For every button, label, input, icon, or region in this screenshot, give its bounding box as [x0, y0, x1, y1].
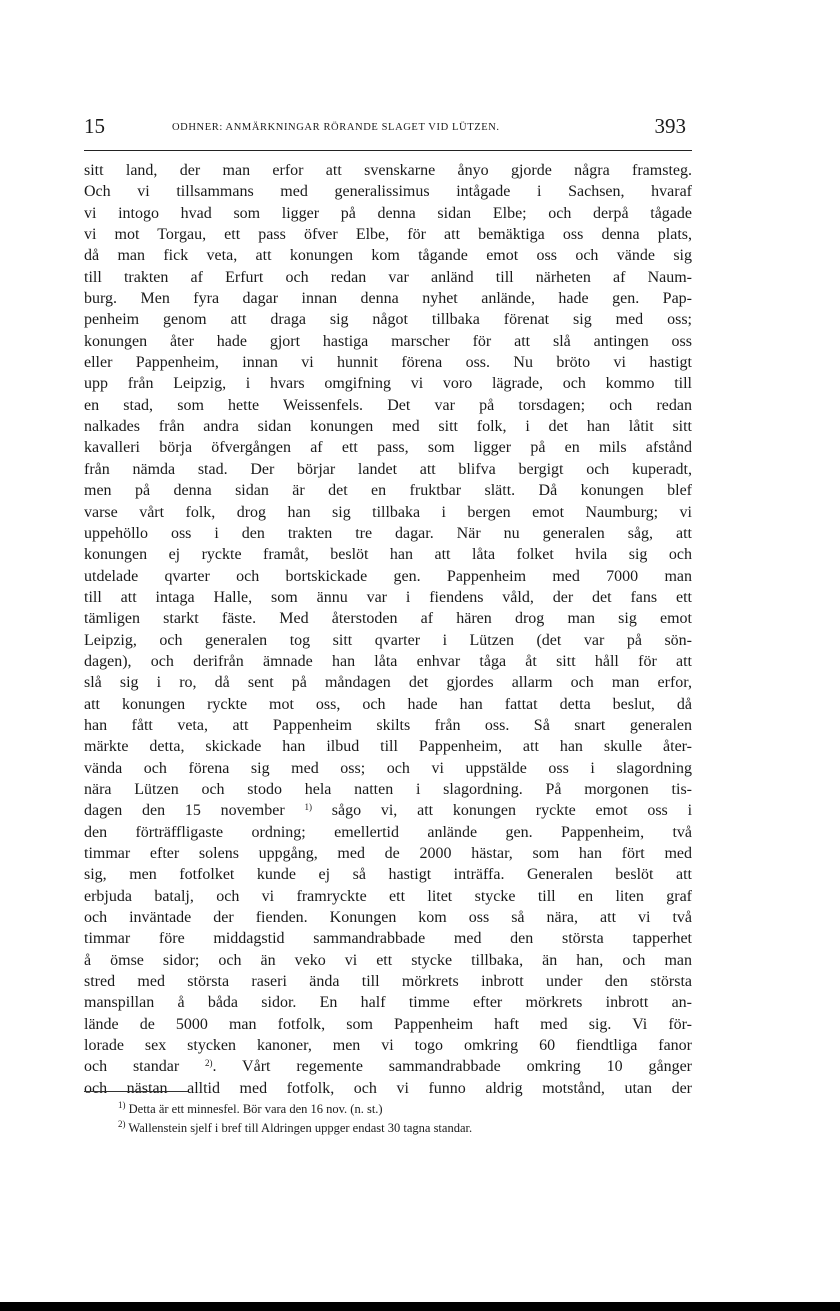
text-line: Och vi tillsammans med generalissimus intågade i Sachsen, hvaraf [84, 183, 692, 201]
line-text: och standar [84, 1058, 180, 1076]
text-line-with-footnote-ref [84, 800, 692, 821]
footnote-rule [84, 1091, 188, 1092]
text-line: sitt land, der man erfor att svenskarne ånyo gjorde några framsteg. [84, 162, 692, 179]
text-line: burg. Men fyra dagar innan denna nyhet anlände, hade gen. Pap- [84, 290, 692, 308]
text-line: vi intogo hvad som ligger på denna sidan Elbe; och derpå tågade [84, 204, 692, 222]
text-line-with-footnote-ref [84, 1056, 692, 1077]
page-header [84, 114, 686, 144]
footnote-ref-1[interactable]: 1) [304, 802, 312, 813]
text-line: märkte detta, skickade han ilbud till Pappenheim, att han skulle åter- [84, 738, 692, 756]
footnote-2 [118, 1119, 678, 1138]
text-line: kavalleri börja öfvergången af ett pass, som ligger på en mils afstånd [84, 439, 692, 457]
footnote-mark: 2) [118, 1119, 126, 1129]
text-line: sig, men fotfolket kunde ej så hastigt inträffa. Generalen beslöt att [84, 866, 692, 884]
text-line: konungen ej ryckte framåt, beslöt han att låta folket hvila sig och [84, 546, 692, 564]
line-text: sågo vi, att konungen ryckte emot oss i [311, 802, 693, 820]
text-line: uppehöllo oss i den trakten tre dagar. När nu generalen såg, att [84, 524, 692, 542]
text-line: vi mot Torgau, ett pass öfver Elbe, för att bemäktiga oss denna plats, [84, 226, 692, 244]
text-line: konungen åter hade gjort hastiga marscher för att slå antingen oss [84, 332, 692, 350]
text-line: varse vårt folk, drog han sig tillbaka i bergen emot Naumburg; vi [84, 503, 692, 521]
text-line: och nästan alltid med fotfolk, och vi funno aldrig motstånd, utan der [84, 1079, 692, 1097]
text-line: från nämda stad. Der börjar landet att blifva bergigt och kuperadt, [84, 460, 692, 478]
text-line: stred med största raseri ända till mörkrets inbrott under den största [84, 973, 692, 991]
text-line: penheim genom att draga sig något tillbaka förenat sig med oss; [84, 311, 692, 329]
line-text: dagen den 15 november [84, 802, 285, 820]
footnote-ref-2[interactable]: 2) [205, 1058, 213, 1069]
text-line: den förträffligaste ordning; emellertid anlände gen. Pappenheim, två [84, 823, 692, 841]
text-line: eller Pappenheim, innan vi hunnit förena oss. Nu bröto vi hastigt [84, 354, 692, 372]
footnote-1 [118, 1100, 678, 1119]
text-line: upp från Leipzig, i hvars omgifning vi voro lägrade, och kommo till [84, 375, 692, 393]
text-line: slå sig i ro, då sent på måndagen det gjordes allarm och man erfor, [84, 674, 692, 692]
page-number: 393 [654, 114, 686, 138]
text-line: erbjuda batalj, och vi framryckte ett litet stycke till en liten graf [84, 887, 692, 905]
text-line: Leipzig, och generalen tog sitt qvarter i Lützen (det var på sön- [84, 631, 692, 649]
text-line: att konungen ryckte mot oss, och hade han fattat detta beslut, då [84, 695, 692, 713]
text-line: till att intaga Halle, som ännu var i fiendens våld, der det fans ett [84, 588, 692, 606]
text-line: en stad, som hette Weissenfels. Det var på torsdagen; och redan [84, 396, 692, 414]
text-line: timmar efter solens uppgång, med de 2000 hästar, som han fört med [84, 845, 692, 862]
text-line: men på denna sidan är det en fruktbar slätt. Då konungen blef [84, 482, 692, 500]
footnote-text: Detta är ett minnesfel. Bör vara den 16 nov. (n. st.) [125, 1102, 383, 1116]
footnote-text: Wallenstein sjelf i bref till Aldringen uppger endast 30 tagna standar. [125, 1121, 473, 1135]
footnotes [118, 1100, 678, 1138]
header-rule [84, 150, 692, 151]
line-text: . Vårt regemente sammandrabbade omkring 10 gånger [212, 1058, 693, 1076]
scan-bottom-edge [0, 1302, 840, 1311]
footnote-mark: 1) [118, 1100, 126, 1110]
text-line: manspillan å båda sidor. En half timme efter mörkrets inbrott an- [84, 994, 692, 1012]
text-line: och inväntade der fienden. Konungen kom oss så nära, att vi två [84, 909, 692, 927]
text-line: tämligen starkt fäste. Med återstoden af hären drog man sig emot [84, 610, 692, 628]
text-line: nära Lützen och stodo hela natten i slagordning. På morgonen tis- [84, 780, 692, 798]
text-line: nalkades från andra sidan konungen med sitt folk, i det han låtit sitt [84, 418, 692, 436]
text-line: lände de 5000 man fotfolk, som Pappenheim haft med sig. Vi för- [84, 1015, 692, 1033]
running-title: ODHNER: ANMÄRKNINGAR RÖRANDE SLAGET VID LÜTZEN. [172, 122, 500, 133]
text-line: han fått veta, att Pappenheim skilts från oss. Så snart generalen [84, 716, 692, 734]
text-line: till trakten af Erfurt och redan var anländ till närheten af Naum- [84, 268, 692, 286]
volume-number: 15 [84, 114, 105, 138]
body-text [84, 160, 692, 1099]
text-line: lorade sex stycken kanoner, men vi togo omkring 60 fiendtliga fanor [84, 1037, 692, 1055]
text-line: timmar före middagstid sammandrabbade med den största tapperhet [84, 930, 692, 948]
text-line: å ömse sidor; och än veko vi ett stycke tillbaka, än han, och man [84, 951, 692, 969]
text-line: utdelade qvarter och bortskickade gen. Pappenheim med 7000 man [84, 567, 692, 585]
text-line: dagen), och derifrån ämnade han låta enhvar tåga åt sitt håll för att [84, 652, 692, 670]
text-line: vända och förena sig med oss; och vi uppstälde oss i slagordning [84, 759, 692, 777]
text-line: då man fick veta, att konungen kom tågande emot oss och vände sig [84, 247, 692, 265]
